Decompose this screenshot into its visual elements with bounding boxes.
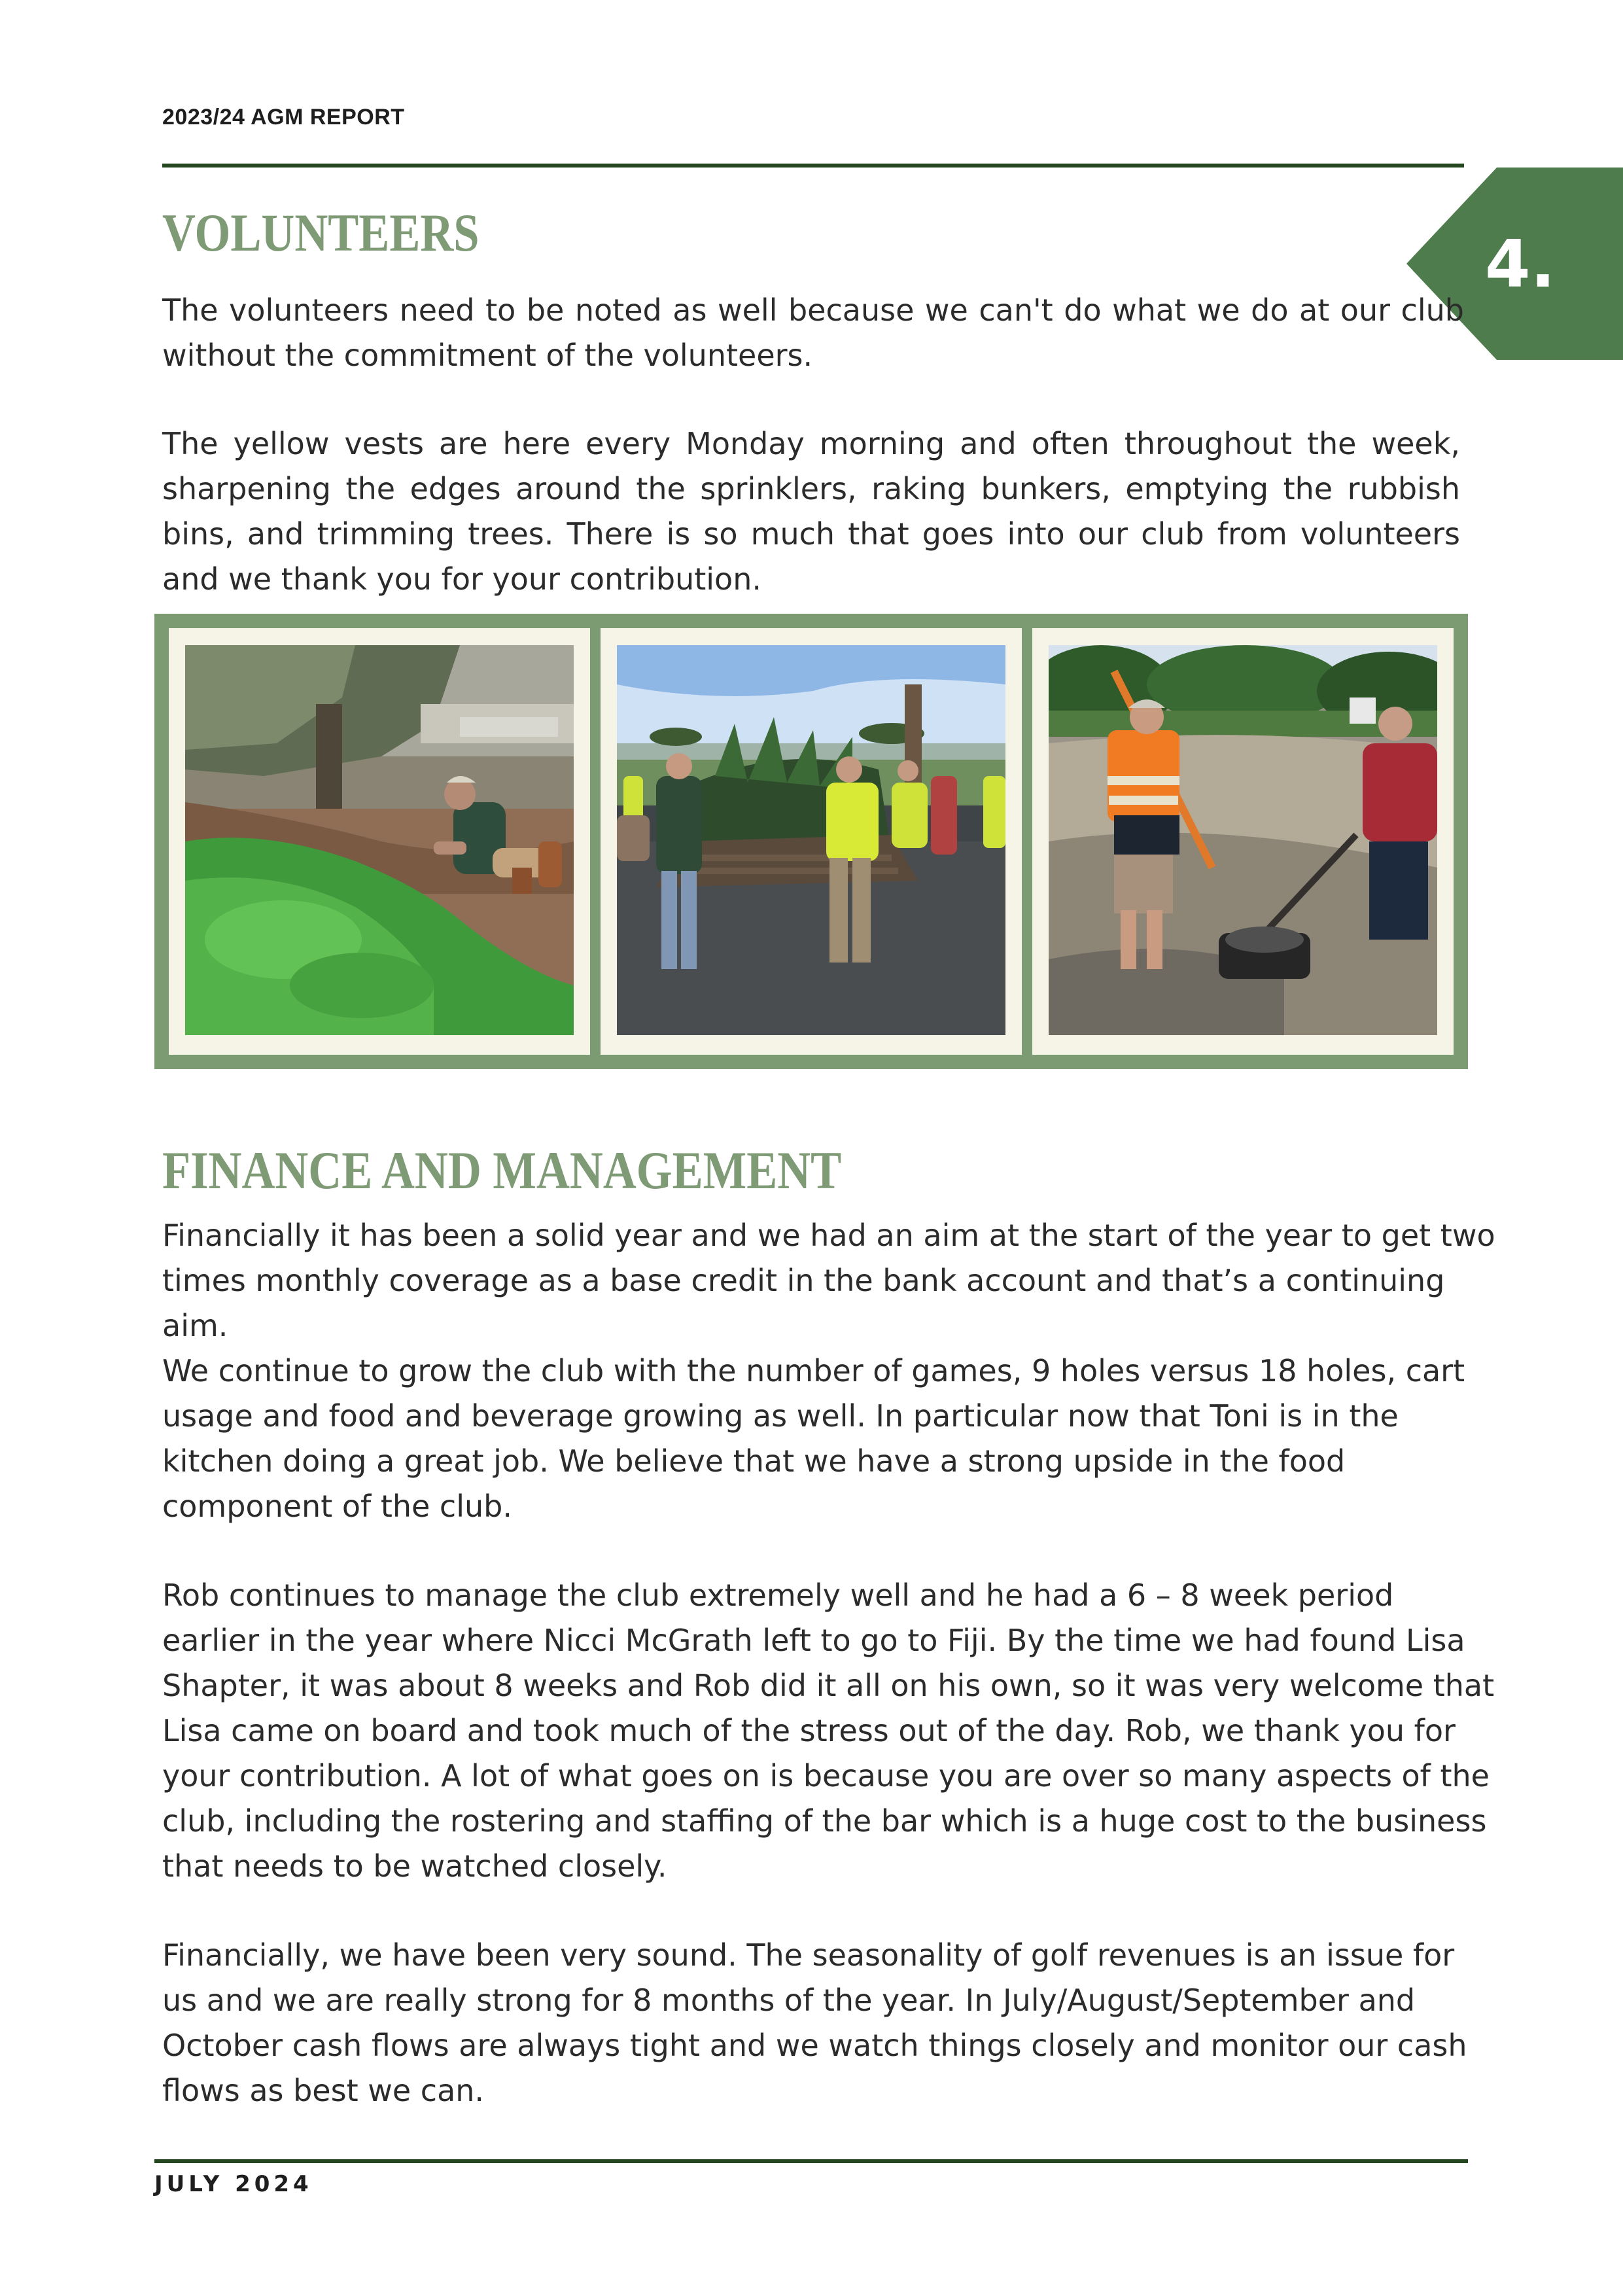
finance-paragraph-1: Financially it has been a solid year and we had an aim at the start of the year to get two times monthly coverage as a base credit in the bank account and that’s a continuing aim. <box>162 1218 1495 1343</box>
photo-collage <box>154 614 1468 1069</box>
finance-paragraph-3: Rob continues to manage the club extremely well and he had a 6 – 8 week period earlier in the year where Nicci McGrath left to go to Fiji. By the time we had found Lisa Shapter, it was about 8 weeks and Rob did it all on his own, so it was very welcome that Lisa came on board and took much of the stress out of the day. Rob, we thank you for your contribution. A lot of what goes on is because you are over so many aspects of the club, including the rostering and staffing of the bar which is a huge cost to the business that needs to be watched closely. <box>162 1578 1495 1884</box>
finance-paragraph-2: We continue to grow the club with the number of games, 9 holes versus 18 holes, cart usage and food and beverage growing as well. In particular now that Toni is in the kitchen doing a great job. We believe that we have a strong upside in the food component of the club. <box>162 1353 1465 1524</box>
finance-paragraph-4: Financially, we have been very sound. The seasonality of golf revenues is an issue for us and we are really strong for 8 months of the year. In July/August/September and October cash flows are always tight and we watch things closely and monitor our cash flows as best we can. <box>162 1937 1467 2108</box>
volunteer-gardening-photo <box>185 645 574 1035</box>
page-number: 4. <box>1485 226 1556 302</box>
top-divider <box>162 164 1464 168</box>
finance-heading: FINANCE AND MANAGEMENT <box>162 1140 842 1200</box>
photo-mat-3 <box>1032 628 1454 1055</box>
volunteers-yellow-vests-photo <box>617 645 1005 1035</box>
volunteers-paragraph-1: The volunteers need to be noted as well because we can't do what we do at our club without the commitment of the volunteers. <box>162 292 1464 373</box>
bottom-divider <box>154 2159 1468 2163</box>
photo-mat-1 <box>169 628 590 1055</box>
volunteers-paragraph-2: The yellow vests are here every Monday morning and often throughout the week, sharpening the edges around the sprinklers, raking bunkers, emptying the rubbish bins, and trimming trees. There is so much that goes into our club from volunteers and we thank you for your contribution. <box>162 426 1460 597</box>
footer-date: JULY 2024 <box>154 2171 313 2197</box>
photo-mat-2 <box>601 628 1022 1055</box>
volunteers-path-repair-photo <box>1049 645 1437 1035</box>
report-label: 2023/24 AGM REPORT <box>162 105 405 130</box>
volunteers-heading: VOLUNTEERS <box>162 203 480 262</box>
